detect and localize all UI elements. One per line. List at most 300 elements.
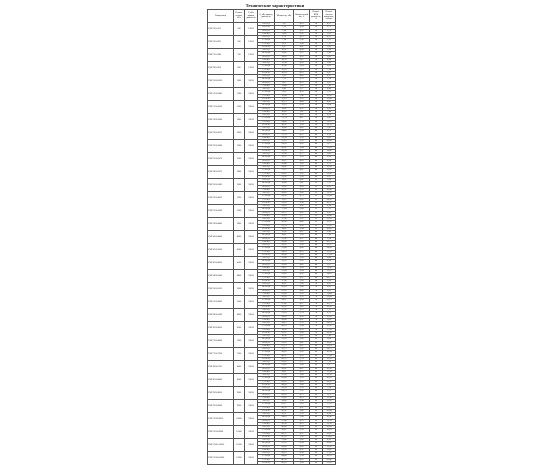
efficiency-cell: 28 (310, 81, 323, 84)
current-cell: 3,81 (294, 110, 310, 113)
speed-cell: 6,66 (323, 257, 336, 260)
efficiency-cell: 28 (310, 107, 323, 110)
efficiency-cell: 76 (310, 331, 323, 334)
head-cell: 17/12/4,6 (258, 65, 275, 68)
efficiency-cell: 76 (310, 299, 323, 302)
head-cell: 22/16/10 (258, 305, 275, 308)
current-cell: 5,48 (294, 208, 310, 211)
current-cell: 4,65 (294, 127, 310, 130)
flow-cell: 2800 (234, 166, 245, 179)
table-header-row (208, 10, 336, 23)
speed-cell: 14,08 (323, 247, 336, 250)
current-cell: 5,88 (294, 374, 310, 377)
efficiency-cell: 52 (310, 208, 323, 211)
power-cell: 14,92 (275, 55, 294, 58)
head-cell: 22/16/10 (258, 45, 275, 48)
speed-cell: 8,26 (323, 114, 336, 117)
head-cell: 17/12/4,6 (258, 455, 275, 458)
power-cell: 36,53 (275, 325, 294, 328)
head-cell: 20/5/2,6 (258, 36, 275, 39)
efficiency-cell: 28 (310, 104, 323, 107)
flow-cell: 8500 (234, 374, 245, 387)
rate-cell: 3/6/50 (245, 127, 258, 140)
efficiency-cell: 90 (310, 442, 323, 445)
head-cell: 12/6/4,6 (258, 422, 275, 425)
speed-cell: 15,59 (323, 250, 336, 253)
efficiency-cell: 52 (310, 211, 323, 214)
head-cell: 8/5/6,18 (258, 367, 275, 370)
head-cell: 8/5/6,18 (258, 133, 275, 136)
power-cell: 16,43 (275, 110, 294, 113)
speed-cell: 18,14 (323, 429, 336, 432)
power-cell: 19,95 (275, 185, 294, 188)
speed-cell: 9,71 (323, 390, 336, 393)
current-cell: 5,56 (294, 39, 310, 42)
flow-cell: 4800 (234, 270, 245, 283)
power-cell: 20,71 (275, 211, 294, 214)
head-cell: 18/12/4,6 (258, 286, 275, 289)
efficiency-cell: 76 (310, 286, 323, 289)
flow-cell: 7500 (234, 348, 245, 361)
power-cell: 30,58 (275, 422, 294, 425)
current-cell: 4,85 (294, 445, 310, 448)
speed-cell: 16,75 (323, 302, 336, 305)
speed-cell: 12,44 (323, 97, 336, 100)
power-cell: 9,67 (275, 81, 294, 84)
speed-cell: 10,06 (323, 416, 336, 419)
power-cell: 43,76 (275, 406, 294, 409)
speed-cell: 12,41 (323, 169, 336, 172)
speed-cell: 6,91 (323, 283, 336, 286)
speed-cell: 10,42 (323, 442, 336, 445)
efficiency-cell: 28 (310, 117, 323, 120)
current-cell: 3,47 (294, 58, 310, 61)
power-cell: 7,32 (275, 78, 294, 81)
flow-cell: 500 (234, 23, 245, 36)
rate-cell: 1/6/50 (245, 23, 258, 36)
current-cell: 5,62 (294, 260, 310, 263)
speed-cell: 21,49 (323, 435, 336, 438)
current-cell: 5,04 (294, 325, 310, 328)
rate-cell: 3/6/50 (245, 88, 258, 101)
head-cell: 17/12/4,6 (258, 39, 275, 42)
column-header-flow: Номин. подача, м³/ч (234, 10, 245, 23)
speed-cell: 17,24 (323, 253, 336, 256)
power-cell: 5,72 (275, 36, 294, 39)
head-cell: 8/5/6,18 (258, 263, 275, 266)
column-header-power: Мощность, кВт (275, 10, 294, 23)
power-cell: 10,32 (275, 49, 294, 52)
model-name-cell: EWP 500-1015 (208, 23, 234, 36)
flow-cell: 3500 (234, 205, 245, 218)
current-cell: 6,04 (294, 442, 310, 445)
current-cell: 5,21 (294, 335, 310, 338)
power-cell: 24,08 (275, 240, 294, 243)
speed-cell: 5,92 (323, 32, 336, 35)
speed-cell: 20,84 (323, 409, 336, 412)
current-cell: 4,52 (294, 29, 310, 32)
flow-cell: 5000 (234, 283, 245, 296)
speed-cell: 8,07 (323, 71, 336, 74)
column-header-speed: Номин. частота вращения, об/мин (323, 10, 336, 23)
efficiency-cell: 40 (310, 175, 323, 178)
rate-cell: 3/6/50 (245, 244, 258, 257)
speed-cell: 13,81 (323, 448, 336, 451)
speed-cell: 10,98 (323, 166, 336, 169)
model-name-cell: EWP 4200-5050 (208, 244, 234, 257)
efficiency-cell: 52 (310, 198, 323, 201)
power-cell: 38,10 (275, 351, 294, 354)
speed-cell: 8,72 (323, 312, 336, 315)
efficiency-cell: 90 (310, 383, 323, 386)
head-cell: 12/6/4,6 (258, 162, 275, 165)
efficiency-cell: 90 (310, 380, 323, 383)
efficiency-cell: 76 (310, 289, 323, 292)
current-cell: 5,15 (294, 309, 310, 312)
speed-cell: 18,39 (323, 305, 336, 308)
head-cell: 20/5/2,6 (258, 426, 275, 429)
efficiency-cell: 90 (310, 409, 323, 412)
power-cell: 14,01 (275, 107, 294, 110)
power-cell: 16,67 (275, 283, 294, 286)
efficiency-cell: 90 (310, 361, 323, 364)
head-cell: 25/5/2,6 (258, 179, 275, 182)
head-cell: 25/5/2,6 (258, 205, 275, 208)
current-cell: 3,77 (294, 214, 310, 217)
current-cell: 4,43 (294, 263, 310, 266)
power-cell: 34,15 (275, 322, 294, 325)
power-cell: 27,73 (275, 344, 294, 347)
power-cell: 18,47 (275, 234, 294, 237)
speed-cell: 2,40 (323, 52, 336, 55)
current-cell: 3,21 (294, 149, 310, 152)
head-cell: 17/12/4,6 (258, 429, 275, 432)
current-cell: 4,86 (294, 247, 310, 250)
power-cell: 26,01 (275, 367, 294, 370)
power-cell: 20,09 (275, 387, 294, 390)
efficiency-cell: 40 (310, 169, 323, 172)
head-cell: 17/12/4,6 (258, 169, 275, 172)
power-cell: 24,97 (275, 266, 294, 269)
efficiency-cell: 76 (310, 309, 323, 312)
efficiency-cell: 64 (310, 244, 323, 247)
head-cell: 8/5/6,18 (258, 237, 275, 240)
flow-cell: 1500 (234, 101, 245, 114)
head-cell: 8/5/6,18 (258, 29, 275, 32)
speed-cell: 13,04 (323, 195, 336, 198)
current-cell: 3,83 (294, 240, 310, 243)
efficiency-cell: 90 (310, 429, 323, 432)
power-cell: 39,68 (275, 377, 294, 380)
power-cell: 46,99 (275, 458, 294, 461)
column-header-head: Р, кВт привод двигателя (258, 10, 275, 23)
model-name-cell: EWP 6500-6050 (208, 322, 234, 335)
current-cell: 5,29 (294, 156, 310, 159)
current-cell: 3,84 (294, 146, 310, 149)
current-cell: 5,28 (294, 429, 310, 432)
current-cell: 3,35 (294, 97, 310, 100)
power-cell: 28,67 (275, 370, 294, 373)
efficiency-cell: 28 (310, 84, 323, 87)
efficiency-cell: 90 (310, 393, 323, 396)
head-cell: 12/6/4,6 (258, 266, 275, 269)
head-cell: 22/16/10 (258, 461, 275, 464)
spec-table-body (208, 23, 336, 465)
speed-cell: 11,81 (323, 318, 336, 321)
efficiency-cell: 90 (310, 357, 323, 360)
power-cell: 44,48 (275, 455, 294, 458)
efficiency-cell: 90 (310, 351, 323, 354)
power-cell: 38,99 (275, 328, 294, 331)
current-cell: 3,86 (294, 409, 310, 412)
power-cell: 28,90 (275, 195, 294, 198)
model-name-cell: EWP 8500-8045 (208, 374, 234, 387)
head-cell: 20/5/2,6 (258, 270, 275, 273)
power-cell: 21,56 (275, 237, 294, 240)
head-cell: 25/5/2,6 (258, 257, 275, 260)
efficiency-cell: 40 (310, 127, 323, 130)
head-cell: 17/5/8,8 (258, 224, 275, 227)
head-cell: 20/5/2,6 (258, 374, 275, 377)
power-cell: 16,76 (275, 58, 294, 61)
power-cell: 31,12 (275, 198, 294, 201)
flow-cell: 10000 (234, 413, 245, 426)
power-cell: 34,82 (275, 227, 294, 230)
model-name-cell: EWP 3200-4050 (208, 192, 234, 205)
flow-cell: 11000 (234, 439, 245, 452)
model-name-cell: EWP 1500-2030 (208, 101, 234, 114)
current-cell: 5,92 (294, 390, 310, 393)
column-header-model: Типоразмер (208, 10, 234, 23)
efficiency-cell: 76 (310, 296, 323, 299)
power-cell: 32,74 (275, 224, 294, 227)
power-cell: 16,88 (275, 182, 294, 185)
speed-cell: 9,71 (323, 162, 336, 165)
current-cell: 5,27 (294, 361, 310, 364)
speed-cell: 8,34 (323, 159, 336, 162)
head-cell: 18/12/4,6 (258, 364, 275, 367)
current-cell: 5,70 (294, 78, 310, 81)
head-cell: 18/12/4,6 (258, 416, 275, 419)
power-cell: 27,98 (275, 218, 294, 221)
efficiency-cell: 90 (310, 335, 323, 338)
speed-cell: 18,55 (323, 380, 336, 383)
current-cell: 4,31 (294, 107, 310, 110)
rate-cell: 3/6/50 (245, 296, 258, 309)
flow-cell: 3200 (234, 192, 245, 205)
power-cell: 22,37 (275, 188, 294, 191)
head-cell: 17/5/8,8 (258, 94, 275, 97)
power-cell: 24,95 (275, 143, 294, 146)
efficiency-cell: 28 (310, 114, 323, 117)
efficiency-cell: 76 (310, 292, 323, 295)
flow-cell: 9000 (234, 387, 245, 400)
current-cell: 5,39 (294, 413, 310, 416)
power-cell: 14,82 (275, 130, 294, 133)
power-cell: 45,91 (275, 409, 294, 412)
speed-cell: 1,58 (323, 49, 336, 52)
current-cell: 5,03 (294, 104, 310, 107)
speed-cell: 7,85 (323, 84, 336, 87)
speed-cell: 9,04 (323, 338, 336, 341)
speed-cell: 18,98 (323, 331, 336, 334)
speed-cell: 5,96 (323, 179, 336, 182)
head-cell: 25/5/2,6 (258, 387, 275, 390)
head-cell: 17/5/8,8 (258, 146, 275, 149)
head-cell: 22/16/10 (258, 253, 275, 256)
current-cell: 4,01 (294, 318, 310, 321)
power-cell: 7,14 (275, 39, 294, 42)
speed-cell: 6,71 (323, 26, 336, 29)
rate-cell: 3/6/50 (245, 75, 258, 88)
speed-cell: 7,22 (323, 182, 336, 185)
efficiency-cell: 76 (310, 315, 323, 318)
power-cell: 47,53 (275, 435, 294, 438)
flow-cell: 900 (234, 62, 245, 75)
current-cell: 5,03 (294, 257, 310, 260)
rate-cell: 3/6/50 (245, 153, 258, 166)
efficiency-cell: 76 (310, 318, 323, 321)
speed-cell: 13,55 (323, 221, 336, 224)
current-cell: 6,00 (294, 426, 310, 429)
speed-cell: 7,51 (323, 208, 336, 211)
power-cell: 22,18 (275, 140, 294, 143)
power-cell: 20,46 (275, 162, 294, 165)
power-cell: 21,93 (275, 338, 294, 341)
power-cell: 1,67 (275, 45, 294, 48)
current-cell: 5,38 (294, 130, 310, 133)
current-cell: 3,30 (294, 175, 310, 178)
power-cell: 28,34 (275, 149, 294, 152)
power-cell: 11,41 (275, 32, 294, 35)
model-name-cell: EWP 1200-2045 (208, 88, 234, 101)
current-cell: 3,74 (294, 120, 310, 123)
model-name-cell: EWP 10000-9050 (208, 413, 234, 426)
speed-cell: 12,53 (323, 123, 336, 126)
head-cell: 18/12/4,6 (258, 182, 275, 185)
speed-cell: 4,98 (323, 58, 336, 61)
power-cell: 21,86 (275, 439, 294, 442)
head-cell: 12/6/4,6 (258, 370, 275, 373)
speed-cell: 19,17 (323, 406, 336, 409)
efficiency-cell: 90 (310, 426, 323, 429)
efficiency-cell: 16 (310, 68, 323, 71)
current-cell: 5,74 (294, 312, 310, 315)
current-cell: 4,52 (294, 55, 310, 58)
speed-cell: 12,16 (323, 445, 336, 448)
speed-cell: 10,99 (323, 367, 336, 370)
head-cell: 22/16/10 (258, 149, 275, 152)
head-cell: 8/5/6,18 (258, 159, 275, 162)
current-cell: 3,89 (294, 266, 310, 269)
speed-cell: 14,63 (323, 273, 336, 276)
current-cell: 3,62 (294, 305, 310, 308)
power-cell: 29,51 (275, 244, 294, 247)
current-cell: 5,10 (294, 351, 310, 354)
page-title: Технические характеристики (245, 3, 305, 8)
current-cell: 4,55 (294, 315, 310, 318)
flow-cell: 6500 (234, 322, 245, 335)
efficiency-cell: 90 (310, 374, 323, 377)
current-cell: 3,59 (294, 136, 310, 139)
efficiency-cell: 64 (310, 276, 323, 279)
speed-cell: 10,26 (323, 315, 336, 318)
power-cell: 17,12 (275, 97, 294, 100)
model-name-cell: EWP 500-2055 (208, 36, 234, 49)
head-cell: 8/5/6,18 (258, 107, 275, 110)
speed-cell: 15,32 (323, 374, 336, 377)
speed-cell: 12,19 (323, 344, 336, 347)
speed-cell: 7,98 (323, 387, 336, 390)
power-cell: 19,32 (275, 260, 294, 263)
efficiency-cell: 16 (310, 65, 323, 68)
speed-cell: 17,34 (323, 328, 336, 331)
speed-cell: 13,20 (323, 146, 336, 149)
current-cell: 5,22 (294, 403, 310, 406)
efficiency-cell: 90 (310, 422, 323, 425)
speed-cell: 14,86 (323, 149, 336, 152)
power-cell: 40,49 (275, 426, 294, 429)
head-cell: 22/16/10 (258, 279, 275, 282)
head-cell: 17/5/8,8 (258, 250, 275, 253)
power-cell: 23,19 (275, 214, 294, 217)
power-cell: 15,84 (275, 257, 294, 260)
head-cell: 17/12/4,6 (258, 325, 275, 328)
efficiency-cell: 64 (310, 250, 323, 253)
model-name-cell: EWP 7000-6060 (208, 335, 234, 348)
current-cell: 5,51 (294, 218, 310, 221)
speed-cell: 12,57 (323, 244, 336, 247)
power-cell: 19,23 (275, 68, 294, 71)
current-cell: 4,52 (294, 143, 310, 146)
current-cell: 5,56 (294, 234, 310, 237)
efficiency-cell: 16 (310, 52, 323, 55)
power-cell: 24,20 (275, 315, 294, 318)
head-cell: 20/5/2,6 (258, 88, 275, 91)
power-cell: 24,63 (275, 416, 294, 419)
current-cell: 3,44 (294, 227, 310, 230)
speed-cell: 5,64 (323, 104, 336, 107)
power-cell: 35,72 (275, 348, 294, 351)
current-cell: 4,13 (294, 370, 310, 373)
current-cell: 3,92 (294, 172, 310, 175)
power-cell: 42,10 (275, 452, 294, 455)
rate-cell: 3/6/50 (245, 140, 258, 153)
power-cell: 38,89 (275, 400, 294, 403)
current-cell: 5,76 (294, 322, 310, 325)
power-cell: 15,88 (275, 94, 294, 97)
efficiency-cell: 64 (310, 231, 323, 234)
flow-cell: 500 (234, 36, 245, 49)
flow-cell: 1800 (234, 114, 245, 127)
power-cell: 28,80 (275, 445, 294, 448)
efficiency-cell: 28 (310, 123, 323, 126)
model-name-cell: EWP 1000-2050 (208, 75, 234, 88)
head-cell: 17/12/4,6 (258, 143, 275, 146)
speed-cell: 9,57 (323, 263, 336, 266)
current-cell: 6,06 (294, 452, 310, 455)
efficiency-cell: 90 (310, 419, 323, 422)
power-cell: 9,45 (275, 88, 294, 91)
efficiency-cell: 64 (310, 234, 323, 237)
efficiency-cell: 40 (310, 172, 323, 175)
head-cell: 17/5/8,8 (258, 120, 275, 123)
head-cell: 17/12/4,6 (258, 117, 275, 120)
power-cell: 12,08 (275, 153, 294, 156)
head-cell: 12/6/4,6 (258, 58, 275, 61)
efficiency-cell: 64 (310, 240, 323, 243)
current-cell: 4,09 (294, 224, 310, 227)
